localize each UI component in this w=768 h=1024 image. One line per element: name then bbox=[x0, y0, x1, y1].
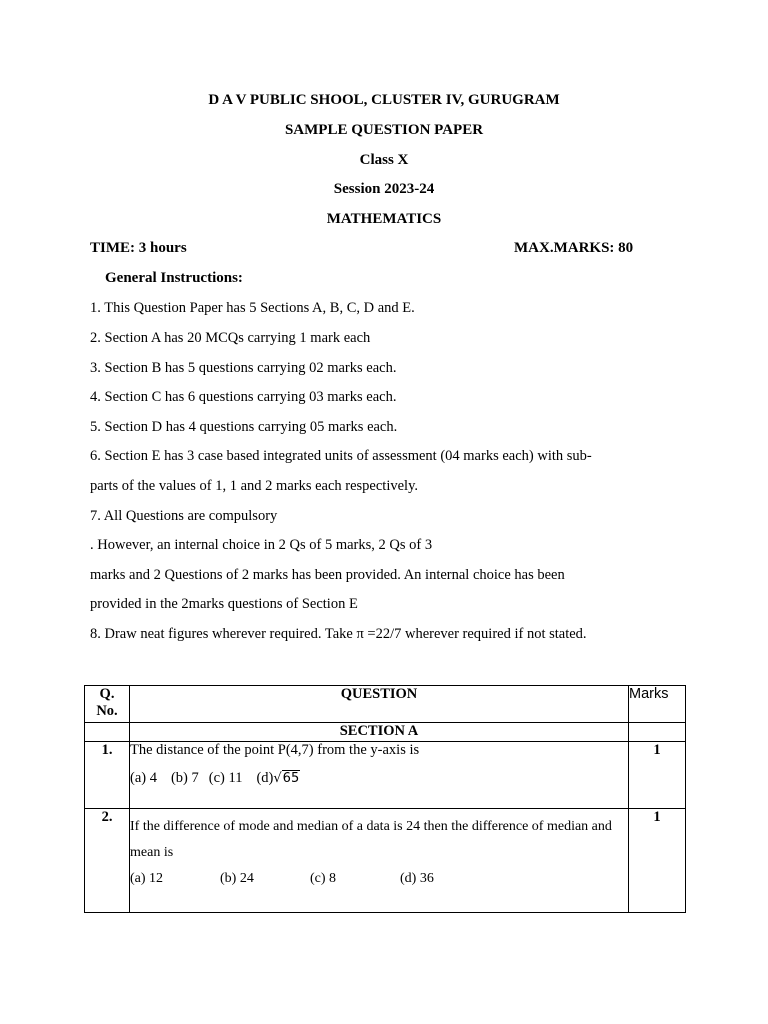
question-text bbox=[130, 809, 629, 913]
time-label: TIME: 3 hours bbox=[90, 240, 187, 256]
max-marks-label: MAX.MARKS: 80 bbox=[514, 240, 634, 256]
options-line bbox=[130, 770, 628, 787]
option-a: (a) 12 bbox=[130, 871, 164, 886]
option-d: (d) bbox=[256, 770, 274, 786]
sqrt-expression bbox=[273, 770, 300, 786]
instruction-line: provided in the 2marks questions of Section E bbox=[90, 596, 358, 612]
school-name: D A V PUBLIC SHOOL, CLUSTER IV, GURUGRAM bbox=[208, 92, 560, 108]
table-header-row bbox=[85, 686, 686, 723]
qno-header-line: Q. bbox=[99, 686, 115, 702]
instruction-line: 7. All Questions are compulsory bbox=[90, 508, 278, 524]
instruction-line: . However, an internal choice in 2 Qs of 5 marks, 2 Qs of 3 bbox=[90, 537, 433, 553]
question-table bbox=[84, 685, 686, 913]
table-row bbox=[85, 742, 686, 809]
marks-header: Marks bbox=[629, 686, 686, 723]
section-spacer bbox=[629, 723, 686, 742]
section-row bbox=[85, 723, 686, 742]
instruction-line: 5. Section D has 4 questions carrying 05 marks each. bbox=[90, 419, 398, 435]
subject-label: MATHEMATICS bbox=[326, 211, 442, 227]
question-number: 2. bbox=[85, 809, 130, 913]
question-marks: 1 bbox=[629, 742, 686, 809]
option-b: (b) 24 bbox=[220, 871, 254, 886]
qno-header-line: No. bbox=[96, 703, 118, 719]
qno-header bbox=[85, 686, 130, 723]
question-text bbox=[130, 742, 629, 809]
option-d: (d) 36 bbox=[400, 871, 434, 886]
section-spacer bbox=[85, 723, 130, 742]
instruction-line: marks and 2 Questions of 2 marks has been provided. An internal choice has been bbox=[90, 567, 565, 583]
question-line: If the difference of mode and median of a data is 24 then the difference of median and bbox=[130, 819, 612, 834]
paper-title: SAMPLE QUESTION PAPER bbox=[284, 122, 484, 138]
options-line bbox=[130, 871, 628, 887]
option-c: (c) 8 bbox=[310, 871, 337, 886]
instruction-line: parts of the values of 1, 1 and 2 marks each respectively. bbox=[90, 478, 419, 494]
instruction-line: 2. Section A has 20 MCQs carrying 1 mark each bbox=[90, 330, 371, 346]
question-line: The distance of the point P(4,7) from the y-axis is bbox=[130, 742, 420, 758]
option-c: (c) 11 bbox=[208, 770, 243, 786]
option-a: (a) 4 bbox=[130, 770, 157, 786]
question-marks: 1 bbox=[629, 809, 686, 913]
section-title: SECTION A bbox=[130, 723, 629, 742]
session-label: Session 2023-24 bbox=[333, 181, 435, 197]
instruction-line: 4. Section C has 6 questions carrying 03 marks each. bbox=[90, 389, 397, 405]
sqrt-sign: √ bbox=[273, 771, 282, 786]
instructions-title: General Instructions: bbox=[105, 270, 243, 286]
question-number: 1. bbox=[85, 742, 130, 809]
question-header: QUESTION bbox=[130, 686, 629, 723]
instruction-line: 6. Section E has 3 case based integrated units of assessment (04 marks each) with sub- bbox=[90, 448, 592, 464]
question-line: mean is bbox=[130, 845, 174, 860]
class-label: Class X bbox=[359, 152, 409, 168]
instruction-line: 8. Draw neat figures wherever required. Take π =22/7 wherever required if not stated. bbox=[90, 626, 587, 642]
instruction-line: 1. This Question Paper has 5 Sections A, B, C, D and E. bbox=[90, 300, 415, 316]
option-b: (b) 7 bbox=[170, 770, 199, 786]
sqrt-radicand: 65 bbox=[282, 771, 300, 786]
table-row bbox=[85, 809, 686, 913]
instruction-line: 3. Section B has 5 questions carrying 02 marks each. bbox=[90, 360, 397, 376]
